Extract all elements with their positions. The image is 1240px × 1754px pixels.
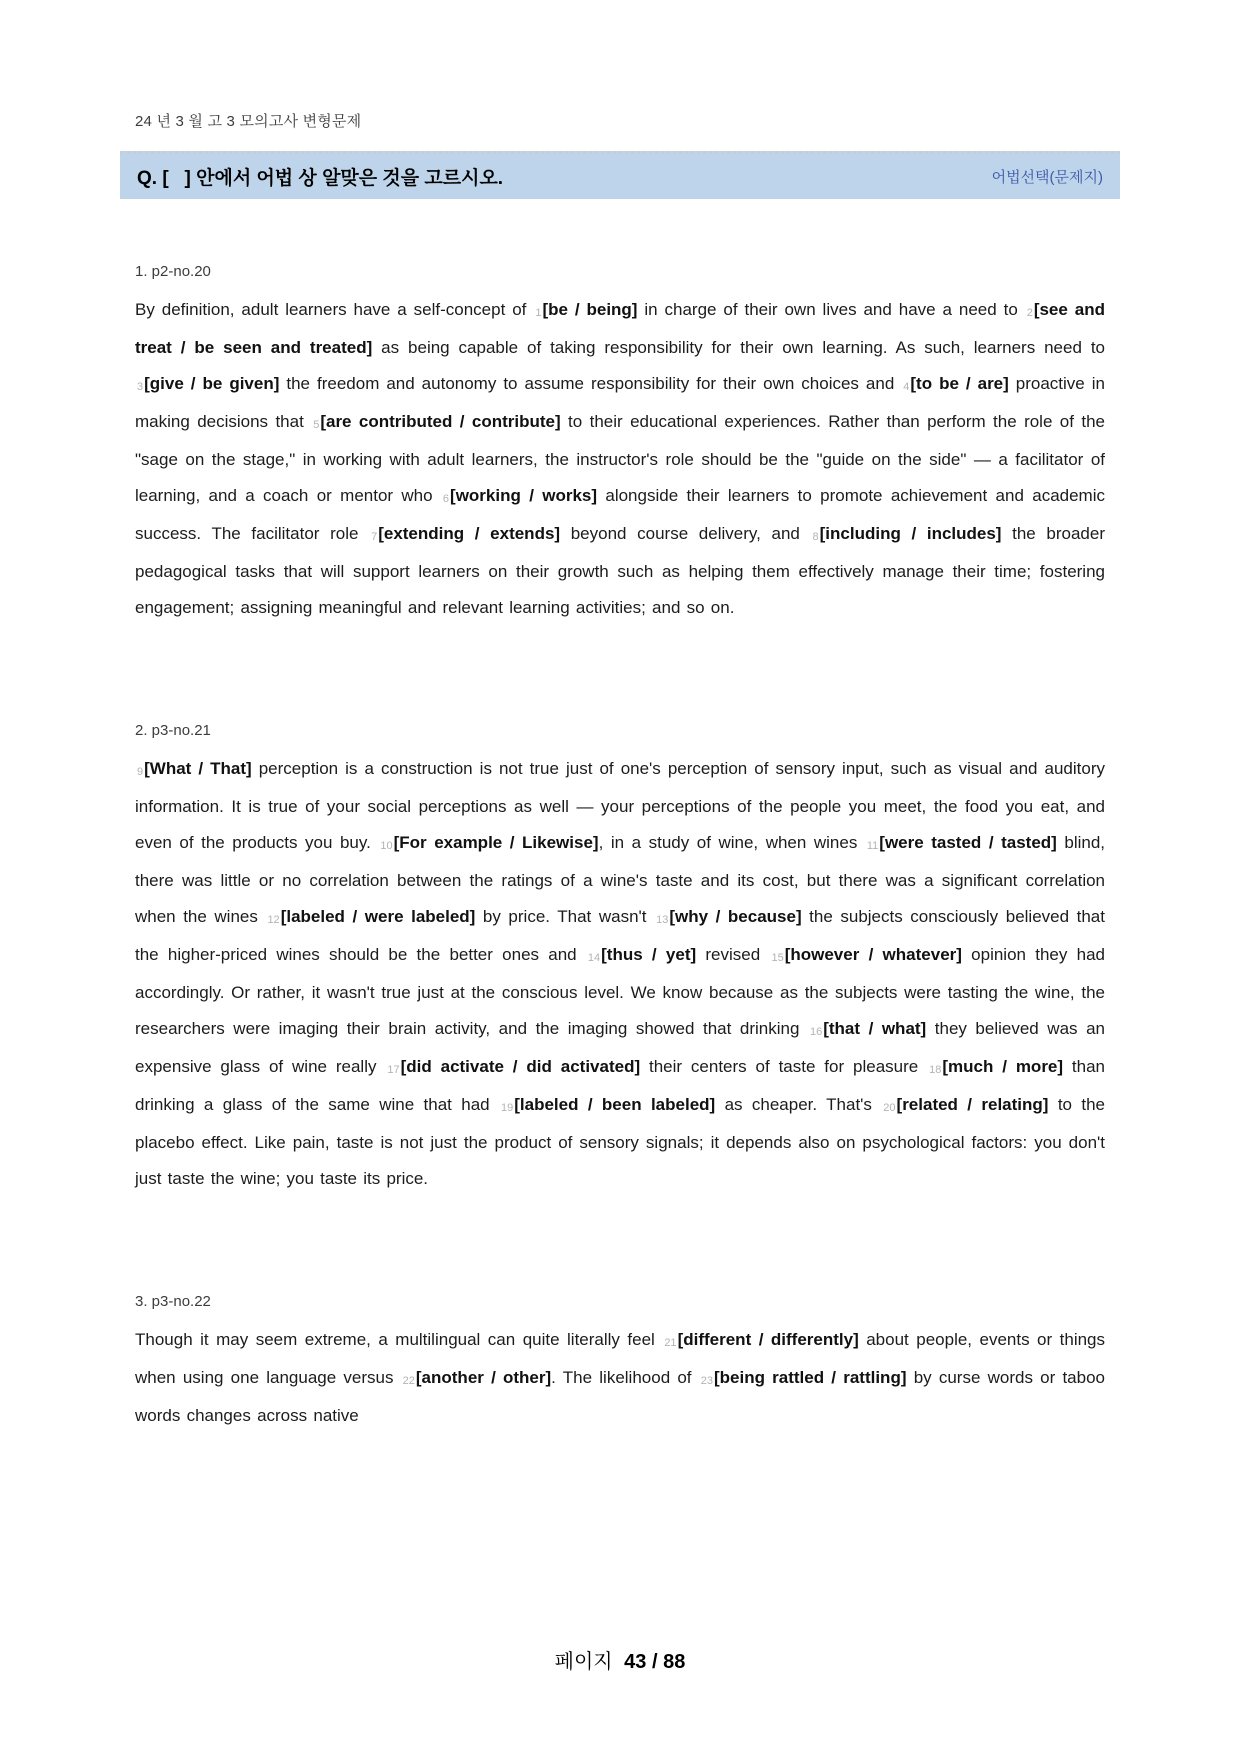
- grammar-choice: [are contributed / contribute]: [320, 412, 561, 431]
- page-footer-label: 페이지: [554, 1651, 613, 1673]
- choice-number: 9: [137, 766, 144, 778]
- choice-number: 6: [442, 493, 450, 505]
- grammar-choice: [did activate / did activated]: [400, 1057, 641, 1076]
- grammar-choice: [that / what]: [823, 1019, 927, 1038]
- choice-number: 2: [1026, 307, 1033, 319]
- choice-number: 8: [812, 531, 819, 543]
- choice-number: 17: [387, 1064, 400, 1076]
- choice-number: 4: [903, 381, 910, 393]
- grammar-choice: [see and treat / be seen and treated]: [135, 300, 1105, 357]
- passage-label: 1. p2-no.20: [135, 263, 211, 280]
- passage-text: Though it may seem extreme, a multilingual can quite literally feel 21[different / differently] about people, events or things when using one language versus 22[another / other]. The likelihood of 23[being rattled / rattling] by curse words or taboo words changes across native: [135, 1330, 1106, 1425]
- passages: [135, 263, 1105, 1434]
- grammar-choice: [thus / yet]: [601, 945, 697, 964]
- passage-text: By definition, adult learners have a self-concept of 1[be / being] in charge of their own lives and have a need to 2[see and treat / be seen and treated] as being capable of taking responsibility for their own learning. As such, learners need to 3[give / be given] the freedom and autonomy to assume responsibility for their own choices and 4[to be / are] proactive in making decisions that 5[are contributed / contribute] to their educational experiences. Rather than perform the role of the "sage on the stage," in working with adult learners, the instructor's role should be the "guide on the side" — a facilitator of learning, and a coach or mentor who 6[working / works] alongside their learners to promote achievement and academic success. The facilitator role 7[extending / extends] beyond course delivery, and 8[including / includes] the broader pedagogical tasks that will support learners on their growth such as helping them effectively manage their time; fostering engagement; assigning meaningful and relevant learning activities; and so on.: [135, 300, 1106, 617]
- grammar-choice: [working / works]: [450, 486, 598, 505]
- question-type-tag: 어법선택(문제지): [991, 169, 1103, 186]
- choice-number: 20: [883, 1102, 896, 1114]
- choice-number: 22: [402, 1375, 415, 1387]
- choice-number: 13: [656, 914, 669, 926]
- grammar-choice: [to be / are]: [910, 374, 1009, 393]
- grammar-choice: [different / differently]: [677, 1330, 859, 1349]
- choice-number: 10: [380, 840, 393, 852]
- grammar-choice: [why / because]: [669, 907, 802, 926]
- choice-number: 3: [137, 381, 144, 393]
- grammar-choice: [however / whatever]: [784, 945, 962, 964]
- grammar-choice: [For example / Likewise]: [393, 833, 599, 852]
- grammar-choice: [were tasted / tasted]: [879, 833, 1057, 852]
- choice-number: 19: [500, 1102, 514, 1114]
- question-prompt: Q. [ ] 안에서 어법 상 알맞은 것을 고르시오.: [137, 168, 504, 189]
- grammar-choice: [extending / extends]: [378, 524, 561, 543]
- grammar-choice: [much / more]: [942, 1057, 1064, 1076]
- choice-number: 5: [313, 419, 320, 431]
- choice-number: 14: [587, 952, 601, 964]
- grammar-choice: [What / That]: [144, 759, 252, 778]
- grammar-choice: [be / being]: [542, 300, 638, 319]
- grammar-choice: [being rattled / rattling]: [713, 1368, 907, 1387]
- choice-number: 21: [664, 1337, 677, 1349]
- doc-title: 24 년 3 월 고 3 모의고사 변형문제: [135, 113, 362, 130]
- choice-number: 23: [700, 1375, 713, 1387]
- choice-number: 7: [371, 531, 378, 543]
- passage: [135, 1293, 1105, 1434]
- grammar-choice: [including / includes]: [819, 524, 1002, 543]
- grammar-choice: [labeled / were labeled]: [280, 907, 476, 926]
- passage-label: 3. p3-no.22: [135, 1293, 211, 1310]
- choice-number: 12: [267, 914, 280, 926]
- passage-label: 2. p3-no.21: [135, 722, 211, 739]
- grammar-choice: [another / other]: [415, 1368, 552, 1387]
- page-number: 43 / 88: [624, 1651, 686, 1673]
- choice-number: 11: [866, 840, 879, 852]
- page-footer: [0, 1645, 1240, 1674]
- question-banner: [120, 151, 1120, 199]
- choice-number: 15: [771, 952, 784, 964]
- choice-number: 1: [535, 307, 542, 319]
- grammar-choice: [give / be given]: [144, 374, 280, 393]
- grammar-choice: [labeled / been labeled]: [514, 1095, 716, 1114]
- passage-text: 9[What / That] perception is a construction is not true just of one's perception of sensory input, such as visual and auditory information. It is true of your social perceptions as well — your perceptions of the people you meet, the food you eat, and even of the products you buy. 10[For example / Likewise], in a study of wine, when wines 11[were tasted / tasted] blind, there was little or no correlation between the ratings of a wine's taste and its cost, but there was a significant correlation when the wines 12[labeled / were labeled] by price. That wasn't 13[why / because] the subjects consciously believed that the higher-priced wines should be the better ones and 14[thus / yet] revised 15[however / whatever] opinion they had accordingly. Or rather, it wasn't true just at the conscious level. We know because as the subjects were tasting the wine, the researchers were imaging their brain activity, and the imaging showed that drinking 16[that / what] they believed was an expensive glass of wine really 17[did activate / did activated] their centers of taste for pleasure 18[much / more] than drinking a glass of the same wine that had 19[labeled / been labeled] as cheaper. That's 20[related / relating] to the placebo effect. Like pain, taste is not just the product of sensory signals; it depends also on psychological factors: you don't just taste the wine; you taste its price.: [135, 759, 1106, 1188]
- passage: [135, 722, 1105, 1197]
- passage: [135, 263, 1105, 626]
- grammar-choice: [related / relating]: [896, 1095, 1049, 1114]
- choice-number: 16: [809, 1026, 823, 1038]
- choice-number: 18: [929, 1064, 942, 1076]
